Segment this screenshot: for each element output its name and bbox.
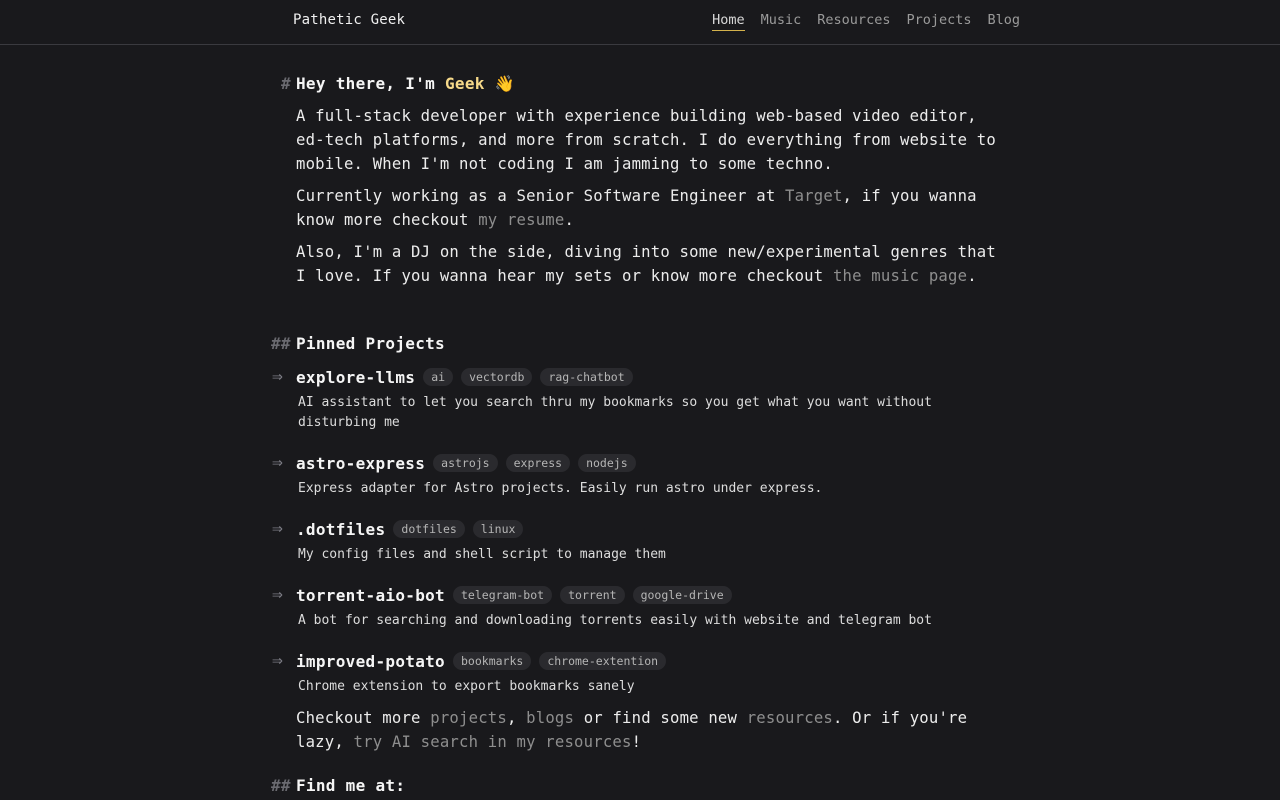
more-text-d: . Or if you're lazy, <box>296 709 968 751</box>
nav-links <box>712 12 1020 31</box>
project-tag: express <box>506 454 570 472</box>
pinned-projects-heading <box>271 334 445 353</box>
project-item <box>272 452 1016 499</box>
pinned-projects-title: Pinned Projects <box>296 334 445 353</box>
find-me-heading <box>271 776 406 795</box>
top-navbar <box>0 0 1280 45</box>
project-header <box>296 584 1016 606</box>
project-tag: torrent <box>560 586 624 604</box>
heading-anchor-hash[interactable]: ## <box>271 776 291 795</box>
p2-text-c: . <box>564 211 575 229</box>
heading-anchor-hash[interactable]: # <box>281 74 291 93</box>
ai-search-link[interactable]: try AI search in my resources <box>353 733 632 751</box>
nav-link-projects[interactable]: Projects <box>906 12 972 28</box>
target-link[interactable]: Target <box>785 187 843 205</box>
p3-text-b: . <box>967 267 977 285</box>
project-item <box>272 366 1016 433</box>
project-name-link[interactable]: improved-potato <box>296 651 445 671</box>
project-header <box>296 518 1016 540</box>
nav-link-resources[interactable]: Resources <box>817 12 891 28</box>
projects-link[interactable]: projects <box>430 709 507 727</box>
project-header <box>296 366 1016 388</box>
intro-heading-prefix: Hey there, I'm <box>296 74 445 93</box>
project-tag: linux <box>473 520 524 538</box>
project-name-link[interactable]: explore-llms <box>296 367 416 387</box>
resume-link[interactable]: my resume <box>478 211 565 229</box>
more-text-c: or find some new <box>574 709 747 727</box>
intro-paragraph-1: A full-stack developer with experience building web-based video editor, ed-tech platforms, and more from scratch. I do everything from website to mobile. When I'm not coding I am jamming to some techno. <box>296 107 996 173</box>
more-links-paragraph <box>296 706 1014 754</box>
more-text-e: ! <box>631 733 642 751</box>
music-page-link[interactable]: the music page <box>832 267 968 285</box>
nav-link-blog[interactable]: Blog <box>987 12 1020 28</box>
nav-link-home[interactable]: Home <box>712 12 745 31</box>
project-tag: astrojs <box>433 454 497 472</box>
project-description: A bot for searching and downloading torrents easily with website and telegram bot <box>298 613 932 628</box>
p2-text-b: , if you wanna know more checkout <box>296 187 977 229</box>
more-text-b: , <box>506 709 527 727</box>
resources-link[interactable]: resources <box>746 709 833 727</box>
project-name-link[interactable]: torrent-aio-bot <box>296 585 445 605</box>
project-tag: google-drive <box>633 586 732 604</box>
arrow-icon: ⇒ <box>272 584 283 605</box>
project-tag: bookmarks <box>453 652 531 670</box>
blogs-link[interactable]: blogs <box>526 709 575 727</box>
find-me-title: Find me at: <box>296 776 406 795</box>
project-item <box>272 518 1016 565</box>
project-description: Chrome extension to export bookmarks sanely <box>298 679 635 694</box>
site-brand[interactable]: Pathetic Geek <box>293 12 406 28</box>
nav-link-music[interactable]: Music <box>760 12 802 28</box>
project-description: AI assistant to let you search thru my bookmarks so you get what you want without disturbing me <box>298 395 932 430</box>
intro-heading <box>281 74 515 93</box>
wave-icon: 👋 <box>494 74 515 93</box>
project-tag: dotfiles <box>393 520 464 538</box>
project-tag: rag-chatbot <box>540 368 632 386</box>
p3-text-a: Also, I'm a DJ on the side, diving into some new/experimental genres that I love. If you wanna hear my sets or know more checkout <box>296 243 996 285</box>
project-tag: nodejs <box>578 454 636 472</box>
project-tag: ai <box>423 368 453 386</box>
project-description: Express adapter for Astro projects. Easily run astro under express. <box>298 481 823 496</box>
more-text-a: Checkout more <box>296 709 431 727</box>
p2-text-a: Currently working as a Senior Software Engineer at <box>296 187 785 205</box>
project-name-link[interactable]: astro-express <box>296 453 426 473</box>
project-tag: chrome-extention <box>539 652 666 670</box>
heading-anchor-hash[interactable]: ## <box>271 334 291 353</box>
arrow-icon: ⇒ <box>272 452 283 473</box>
intro-paragraph-2 <box>296 184 1014 232</box>
intro-heading-name: Geek <box>445 74 485 93</box>
arrow-icon: ⇒ <box>272 366 283 387</box>
project-item <box>272 650 1016 697</box>
project-item <box>272 584 1016 631</box>
project-name-link[interactable]: .dotfiles <box>296 519 386 539</box>
project-tag: telegram-bot <box>453 586 552 604</box>
arrow-icon: ⇒ <box>272 518 283 539</box>
intro-paragraph-3 <box>296 240 1014 288</box>
project-header <box>296 650 1016 672</box>
project-header <box>296 452 1016 474</box>
arrow-icon: ⇒ <box>272 650 283 671</box>
project-description: My config files and shell script to manage them <box>298 547 666 562</box>
project-tag: vectordb <box>461 368 532 386</box>
